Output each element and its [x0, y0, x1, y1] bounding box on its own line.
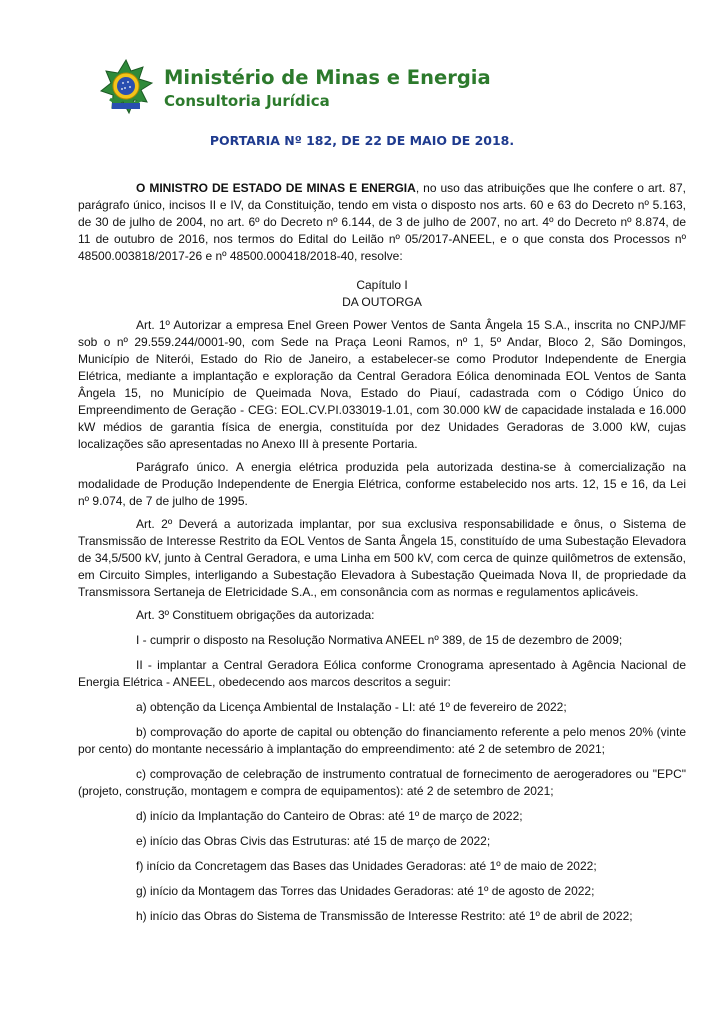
milestone-f: f) início da Concretagem das Bases das Unidades Geradoras: até 1º de maio de 2022;: [136, 859, 597, 873]
milestone-d: d) início da Implantação do Canteiro de Obras: até 1º de março de 2022;: [136, 809, 523, 823]
article-1-paragraph: Parágrafo único. A energia elétrica produzida pela autorizada destina-se à comercialização na modalidade de Produção Independente de Energia Elétrica, conforme estabelecido nos arts. 12, 15 e 16, da Lei nº 9.074, de 7 de julho de 1995.: [78, 460, 686, 508]
article-1: Art. 1º Autorizar a empresa Enel Green Power Ventos de Santa Ângela 15 S.A., inscrita no CNPJ/MF sob o nº 29.559.244/0001-90, com Sede na Praça Leoni Ramos, nº 1, 5º Andar, Bloco 2, São Domingos, Município de Niterói, Estado do Rio de Janeiro, a estabelecer-se como Produtor Independente de Energia Elétrica, mediante a implantação e exploração da Central Geradora Eólica denominada EOL Ventos de Santa Ângela 15, no Município de Queimada Nova, Estado do Piauí, cadastrada com o Código Único do Empreendimento de Geração - CEG: EOL.CV.PI.033019-1.01, com 30.000 kW de capacidade instalada e 16.000 kW médios de garantia física de energia, constituída por dez Unidades Geradoras de 3.000 kW, cujas localizações são apresentadas no Anexo III à presente Portaria.: [78, 318, 686, 451]
milestone-a: a) obtenção da Licença Ambiental de Instalação - LI: até 1º de fevereiro de 2022;: [136, 700, 567, 714]
document-body: [78, 180, 686, 933]
coat-of-arms-icon: [98, 59, 154, 115]
preamble: [78, 180, 686, 265]
inciso-2: II - implantar a Central Geradora Eólica conforme Cronograma apresentado à Agência Nacional de Energia Elétrica - ANEEL, obedecendo aos marcos descritos a seguir:: [78, 658, 686, 689]
chapter-name: DA OUTORGA: [342, 295, 422, 309]
inciso-1: I - cumprir o disposto na Resolução Normativa ANEEL nº 389, de 15 de dezembro de 2009;: [136, 633, 623, 647]
ministry-name: Ministério de Minas e Energia: [164, 66, 491, 89]
milestone-c: c) comprovação de celebração de instrumento contratual de fornecimento de aerogeradores ou "EPC" (projeto, construção, montagem e compra de equipamentos): até 2 de setembro de 2021;: [78, 767, 686, 798]
milestone-e: e) início das Obras Civis das Estruturas: até 15 de março de 2022;: [136, 834, 491, 848]
preamble-lead: O MINISTRO DE ESTADO DE MINAS E ENERGIA: [136, 181, 416, 195]
document-title: PORTARIA Nº 182, DE 22 DE MAIO DE 2018.: [209, 133, 515, 148]
milestone-b: b) comprovação do aporte de capital ou obtenção do financiamento referente a pelo menos 20% (vinte por cento) do montante necessário à implantação do empreendimento: até 2 de setembro de 2021;: [78, 725, 686, 756]
department-name: Consultoria Jurídica: [164, 92, 330, 110]
article-2: Art. 2º Deverá a autorizada implantar, por sua exclusiva responsabilidade e ônus, o Sistema de Transmissão de Interesse Restrito da EOL Ventos de Santa Ângela 15, constituído de uma Subestação Elevadora de 34,5/500 kV, junto à Central Geradora, e uma Linha em 500 kV, com cerca de quinze quilômetros de extensão, em Circuito Simples, interligando a Subestação Elevadora à Subestação Queimada Nova II, de propriedade da Transmissora Sertaneja de Eletricidade S.A., em consonância com as normas e regulamentos aplicáveis.: [78, 517, 686, 599]
milestone-h: h) início das Obras do Sistema de Transmissão de Interesse Restrito: até 1º de abril de 2022;: [136, 909, 633, 923]
article-3: Art. 3º Constituem obrigações da autorizada:: [136, 608, 375, 622]
preamble-text: , no uso das atribuições que lhe confere o art. 87, parágrafo único, incisos II e IV, da Constituição, tendo em vista o disposto nos arts. 60 e 63 do Decreto nº 5.163, de 30 de julho de 2004, no art. 6º do Decreto nº 6.144, de 3 de julho de 2007, no art. 4º do Decreto nº 8.874, de 11 de outubro de 2016, nos termos do Edital do Leilão nº 05/2017-ANEEL, e o que consta dos Processos nº 48500.003818/2017-26 e nº 48500.000418/2018-40, resolve:: [78, 181, 686, 263]
chapter-number: Capítulo I: [356, 278, 408, 292]
milestone-g: g) início da Montagem das Torres das Unidades Geradoras: até 1º de agosto de 2022;: [136, 884, 595, 898]
